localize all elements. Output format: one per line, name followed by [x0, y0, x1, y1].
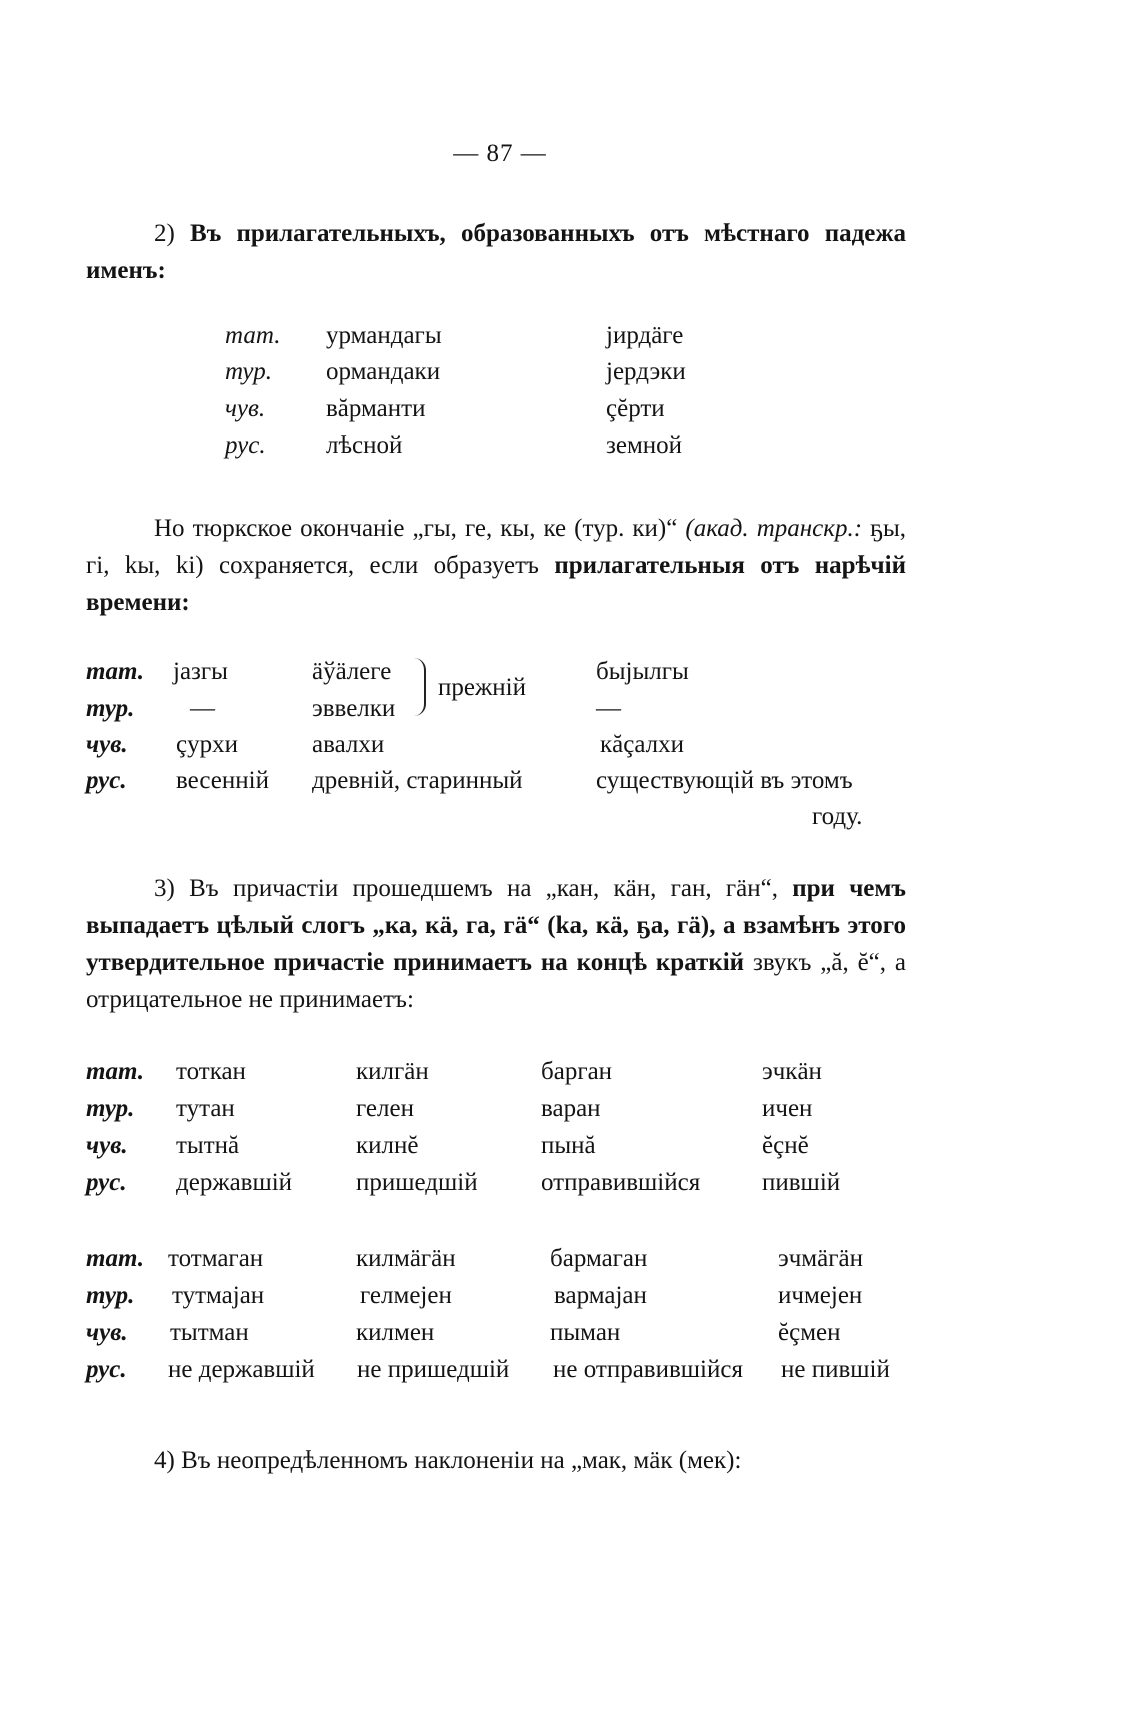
- page-number: — 87 —: [453, 140, 547, 167]
- brace: [414, 658, 426, 716]
- book-page: — 87 — 2) Въ прилагательныхъ, образованныхъ отъ мѣстнаго падежа именъ: тат. урмандагы јирдäге тур. ормандаки јердэки чув. вăрманти çĕрти рус. лѣсной земной Но тюркское окончаніе „гы, ге, кы, ке (тур. ки)“ (акад. транскр.: ҕы, гі, kы, kі) сохраняется, если образуетъ прилагательныя отъ нарѣчій времени: тат. јазгы äўäлеге быјылгы тур. — эввелки — чув. çурхи авалхи кăçалхи рус. весенній древній, старинный существующій въ этомъ прежній году. 3) Въ причастіи прошедшемъ на „кан, кäн, ган, гäн“, при чемъ выпадаетъ цѣлый слогъ „ка, кä, га, гä“ (kа, кä, ҕа, гä), а взамѣнъ этого утвердительное причастіе принимаетъ на концѣ краткій звукъ „ă, ĕ“, а отрицательное не принимаетъ: тат. тоткан килгäн барган эчкäн тур. тутан гелен варан ичен чув. тытнă килнĕ пынă ĕçнĕ рус. державшій пришедшій отправившійся пившій тат. тотмаган килмäгäн бармаган эчмäгäн тур. тутмајан гелмејен вармајан ичмејен чув. тытман килмен пыман ĕçмен рус. не державшій не пришедшій не отправившійся не пившій 4) Въ неопредѣленномъ наклоненіи на „мак, мäк (мек):: [0, 0, 1140, 1712]
- section-2-intro: 2) Въ прилагательныхъ, образованныхъ отъ мѣстнаго падежа именъ:: [86, 220, 907, 284]
- section-3-paragraph: 3) Въ причастіи прошедшемъ на „кан, кäн, ган, гäн“, при чемъ выпадаетъ цѣлый слогъ „ка, кä, га, гä“ (kа, кä, ҕа, гä), а взамѣнъ этого утвердительное причастіе принимаетъ на концѣ краткій звукъ „ă, ĕ“, а отрицательное не принимаетъ:: [86, 875, 907, 1013]
- brace-label: прежній: [438, 674, 526, 701]
- section-4-paragraph: 4) Въ неопредѣленномъ наклоненіи на „мак, мäк (мек):: [154, 1447, 742, 1474]
- turkic-ending-paragraph: Но тюркское окончаніе „гы, ге, кы, ке (тур. ки)“ (акад. транскр.: ҕы, гі, kы, kі) сохраняется, если образуетъ прилагательныя отъ нарѣчій времени:: [86, 515, 907, 616]
- table-2-wrap-text: году.: [812, 803, 863, 830]
